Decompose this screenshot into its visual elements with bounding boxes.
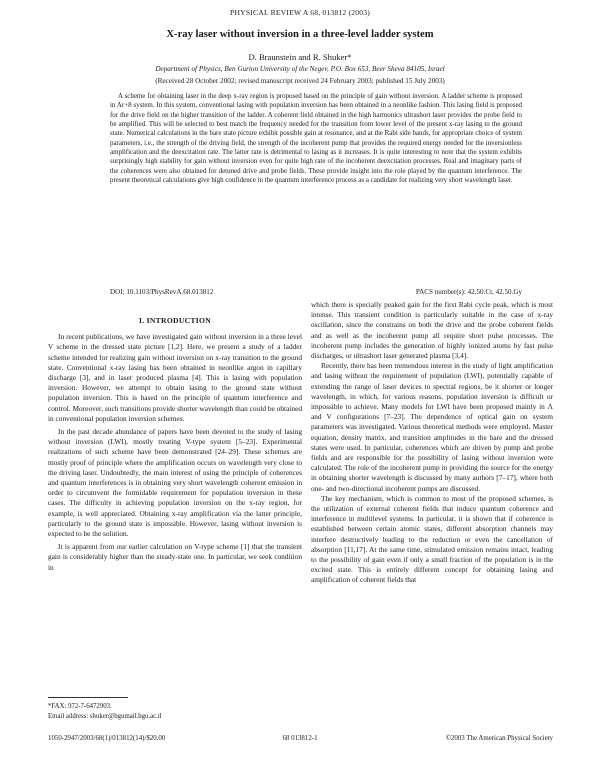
paper-authors: D. Braunstein and R. Shuker* xyxy=(248,52,352,62)
intro-paragraph-1: In recent publications, we have investigated gain without inversion in a three level V scheme in the dressed state picture [1,2]. Here, we present a study of a ladder scheme intended for realizing gain without inversion on x-ray transition to the ground state. Conventional x-ray lasing has been obtained in neonlike argon in capillary discharge [3], and in laser produced plasma [4]. This is lasing with population inversion. However, we attempt to obtain lasing to the ground state without population inversion. This is based on the principle of quantum interference and control. Moreover, such transitions provide shorter wavelength than could be obtained in conventional population inversion schemes. xyxy=(48,332,302,423)
abstract: A scheme for obtaining laser in the deep x-ray region is proposed based on the principle of gain without inversion. A ladder scheme is proposed in Ar+8 system. In this system, conventional lasing with population inversion has been obtained in a neonlike fashion. This lasing field is proposed for the drive field on the higher transition of the ladder. A coherent field obtained in the high harmonics ultrashort laser provides the probe field to be amplified. This will be selected to best match the frequency needed for the transition from lower level of the present x-ray lasing to the ground state. Numerical calculations in the bare state picture exhibit possible gain at resonance, and at the Rabi side bands, for appropriate choice of system parameters, i.e., the strength of the driving field, the strength of the incoherent pump that provides the required energy needed for the inversionless amplification and the deexcitation rate. The latter rate is detrimental to lasing as it increases. It is quite interesting to note that the system exhibits surprisingly high stability for gain without inversion even for quite high rate of the incoherent deexcitation processes. Real and imaginary parts of the coherences were also obtained for detuned drive and probe fields. These provide insight into the role played by the quantum interference. The present theoretical calculations give high confidence in the quantum interference process as a candidate for realizing very short wavelength laser. xyxy=(110,92,522,185)
footnote-email: Email address: shuker@bgumail.bgu.ac.il xyxy=(48,713,162,720)
pacs-numbers: PACS number(s): 42.50.Ct, 42.50.Gy xyxy=(415,288,522,296)
paper-title: X-ray laser without inversion in a three-level ladder system xyxy=(166,29,434,40)
footer-copyright: ©2003 The American Physical Society xyxy=(445,735,553,742)
intro-paragraph-5: Recently, there has been tremendous interest in the study of light amplification and lasing without the requirement of population (LWI), potentially capable of extending the range of laser devices to spectral regions, be it shorter or longer wavelength, in which, for various reasons, population inversion is difficult or impossible to achieve. Many models for LWI have been proposed mainly in Λ and V configurations [7–23]. The dependence of optical gain on system parameters was investigated. Various theoretical methods were employed. Master equation, density matrix, and transition amplitudes in the bare and the dressed states were used. In particular, coherences which are driven by pump and probe fields and are responsible for the possibility of lasing without inversion were calculated. The role of the incoherent pump in providing the source for the energy in obtaining shorter wavelength is discussed by many authors [7–17], where both one- and two-directional incoherent pumps are discussed. xyxy=(311,361,553,493)
footnote-rule xyxy=(48,697,128,698)
running-head: PHYSICAL REVIEW A 68, 013812 (2003) xyxy=(230,8,370,17)
intro-paragraph-2: In the past decade abundance of papers have been devoted to the study of lasing without inversion (LWI), mostly treating V-type system [5–23]. Experimental realizations of such scheme have been demonstrated [24–29]. These schemes are mostly proof of principle where the amplification occurs on wavelength very close to the driving laser. Undoubtedly, the main interest of using the principle of coherences and quantum interferences is in obtaining very short wavelength coherent emission in order to circumvent the formidable requirement for population inversion in these cases. The difficulty in achieving population inversion on the x-ray region, for example, is well appreciated. Obtaining x-ray amplification via the latter principle, particularly to the ground state is impossible. However, lasing without inversion is expected to be the solution. xyxy=(48,427,302,539)
footer-issn: 1050-2947/2003/68(1)/013812(14)/$20.00 xyxy=(48,735,166,742)
section-heading: I. INTRODUCTION xyxy=(138,316,211,325)
intro-paragraph-3: It is apparent from our earlier calculation on V-type scheme [1] that the transient gain is considerably higher than the steady-state one. In particular, we seek condition in xyxy=(48,542,302,572)
received-dates: (Received 28 October 2002; revised manuscript received 24 February 2003; published 15 July 2003) xyxy=(155,77,445,85)
intro-paragraph-4: which there is specially peaked gain for the first Rabi cycle peak, which is most intense. This transient condition is particularly suitable in the case of x-ray oscillation, since the constrains on both the drive and the probe coherent fields and as well as the incoherent pump all require short pulse processes. The incoherent pump includes the generation of highly ionized atoms by fast pulse discharges, or ultrashort laser generated plasma [3,4]. xyxy=(311,300,553,361)
right-column xyxy=(311,300,553,586)
footer-page-number: 68 013812-1 xyxy=(282,735,318,742)
intro-paragraph-6: The key mechanism, which is common to most of the proposed schemes, is the utilization of external coherent fields that induce quantum coherence and interference in multilevel systems. In particular, it is shown that if coherence is established between certain atomic states, different absorption channels may interfere destructively leading to the reduction or even the cancellation of absorption [11,17]. At the same time, stimulated emission remains intact, leading to the possibility of gain even if only a small fraction of the population is in the excited state. This is entirely different concept for obtaining lasing and amplification of coherent fields that xyxy=(311,493,553,585)
doi-line: DOI: 10.1103/PhysRevA.68.013812 xyxy=(110,288,214,296)
left-column xyxy=(48,316,302,573)
author-affiliation: Department of Physics, Ben Gurion University of the Negev, P.O. Box 653, Beer Sheva 84105, Israel xyxy=(155,65,445,73)
footnote-fax: *FAX: 972-7-6472903. xyxy=(48,703,112,710)
